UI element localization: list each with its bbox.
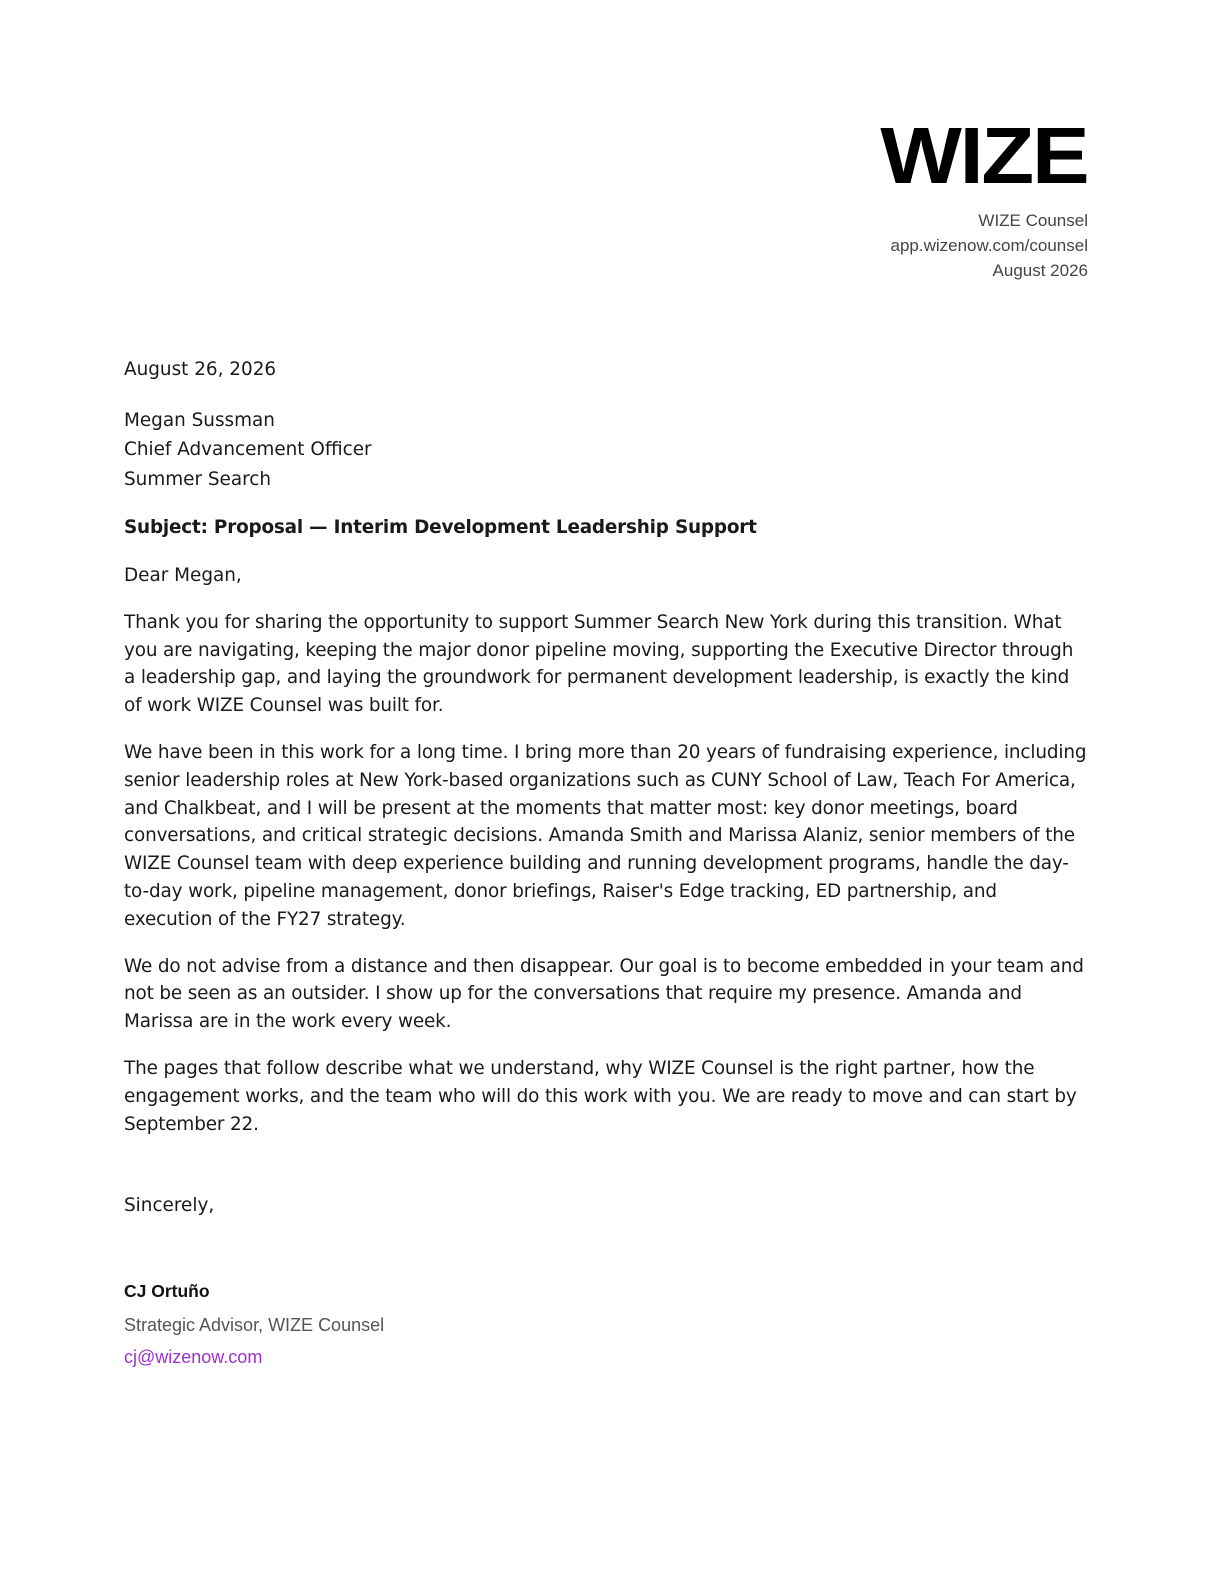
letterhead-month: August 2026: [992, 261, 1088, 280]
paragraph-approach: We do not advise from a distance and then disappear. Our goal is to become embedded in your team and not be seen as an outsider. I show up for the conversations that require my presence. Amanda and Marissa are in the work every week.: [124, 955, 1084, 1033]
wize-logo: WIZE: [880, 111, 1088, 200]
paragraph-intro: Thank you for sharing the opportunity to support Summer Search New York during this transition. What you are navigating, keeping the major donor pipeline moving, supporting the Executive Director through a leadership gap, and laying the groundwork for permanent development leadership, is exactly the kind of work WIZE Counsel was built for.: [124, 611, 1074, 717]
letterhead-org: WIZE Counsel: [978, 211, 1088, 230]
letter-body: [124, 356, 1088, 1372]
paragraph-experience: We have been in this work for a long time. I bring more than 20 years of fundraising experience, including senior leadership roles at New York-based organizations such as CUNY School of Law, Teach For America, and Chalkbeat, and I will be present at the moments that matter most: key donor meetings, board conversations, and critical strategic decisions. Amanda Smith and Marissa Alaniz, senior members of the WIZE Counsel team with deep experience building and running development programs, handle the day-to-day work, pipeline management, donor briefings, Raiser's Edge tracking, ED partnership, and execution of the FY27 strategy.: [124, 742, 1087, 930]
signature-email-link[interactable]: cj@wizenow.com: [124, 1346, 263, 1367]
recipient-title: Chief Advancement Officer: [124, 439, 372, 461]
letter-date: August 26, 2026: [124, 359, 277, 380]
paragraph-next-steps: The pages that follow describe what we understand, why WIZE Counsel is the right partner, how the engagement works, and the team who will do this work with you. We are ready to move and can start by September 22.: [124, 1058, 1077, 1135]
closing: Sincerely,: [124, 1195, 215, 1217]
recipient-organization: Summer Search: [124, 468, 272, 490]
subject-line: Subject: Proposal — Interim Development Leadership Support: [124, 517, 757, 539]
letterhead-url: app.wizenow.com/counsel: [890, 236, 1088, 255]
signature-title: Strategic Advisor, WIZE Counsel: [124, 1315, 385, 1336]
salutation: Dear Megan,: [124, 565, 242, 587]
letterhead: [880, 111, 1088, 283]
signature-name: CJ Ortuño: [124, 1281, 210, 1302]
recipient-block: [124, 406, 1088, 495]
recipient-name: Megan Sussman: [124, 409, 275, 431]
